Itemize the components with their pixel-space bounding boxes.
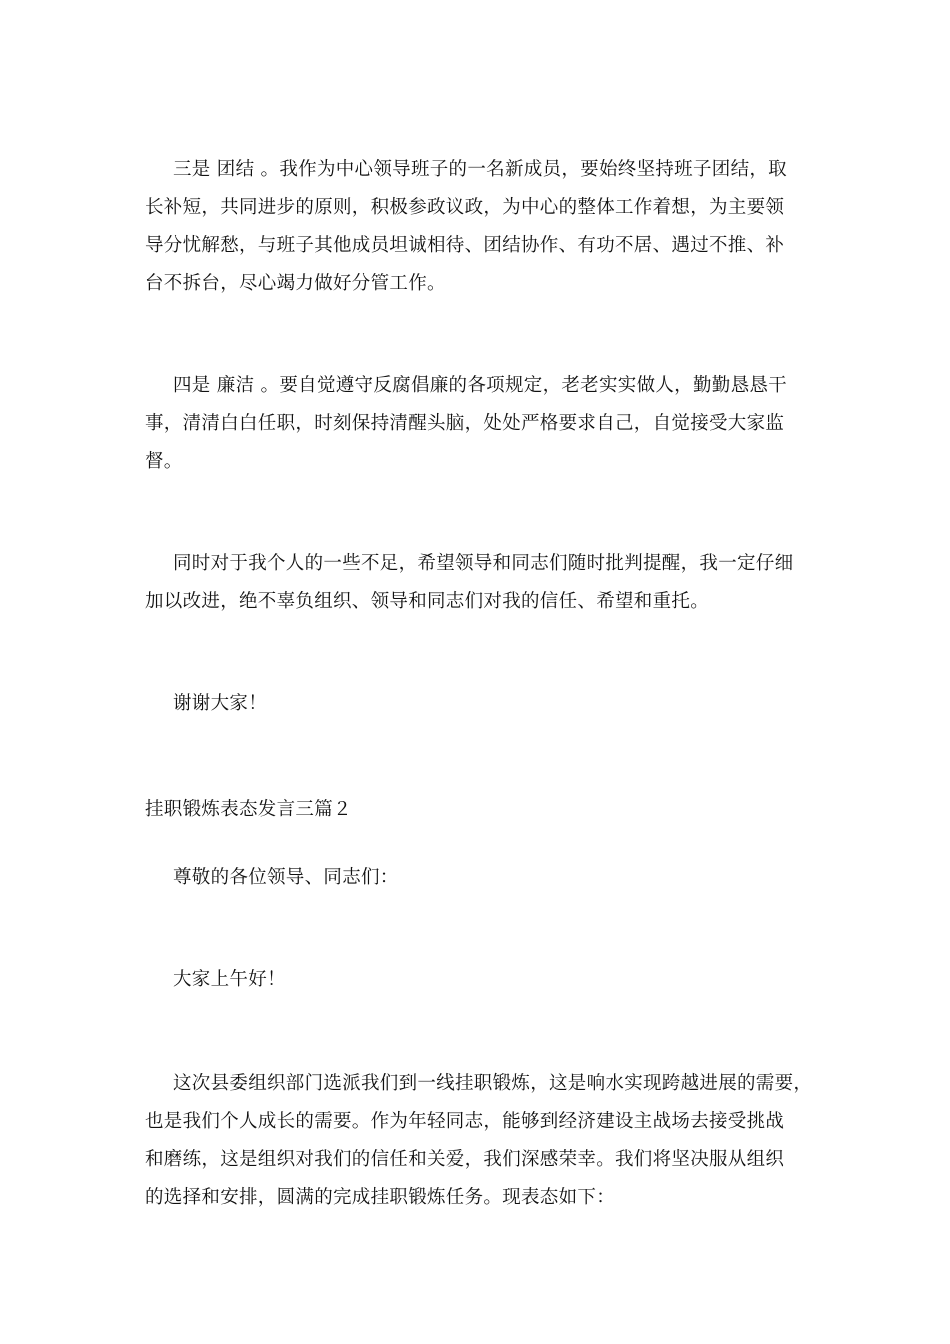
paragraph-shortcomings-line: 同时对于我个人的一些不足，希望领导和同志们随时批判提醒，我一定仔细	[173, 553, 794, 574]
paragraph-intro-line: 的选择和安排，圆满的完成挂职锻炼任务。现表态如下：	[145, 1187, 616, 1208]
paragraph-integrity-line: 事，清清白白任职，时刻保持清醒头脑，处处严格要求自己，自觉接受大家监	[145, 413, 785, 434]
paragraph-intro-line: 这次县委组织部门选派我们到一线挂职锻炼，这是响水实现跨越进展的需要，	[173, 1073, 813, 1094]
section-heading: 挂职锻炼表态发言三篇２	[145, 799, 352, 820]
paragraph-intro-line: 和磨练，这是组织对我们的信任和关爱，我们深感荣幸。我们将坚决服从组织	[145, 1149, 785, 1170]
paragraph-unity-line: 三是 团结 。我作为中心领导班子的一名新成员，要始终坚持班子团结，取	[173, 159, 787, 180]
thanks-text: 谢谢大家！	[173, 693, 268, 714]
paragraph-integrity-line: 督。	[145, 451, 183, 472]
paragraph-intro-line: 也是我们个人成长的需要。作为年轻同志，能够到经济建设主战场去接受挑战	[145, 1111, 785, 1132]
paragraph-unity-line: 台不拆台，尽心竭力做好分管工作。	[145, 273, 446, 294]
paragraph-unity-line: 导分忧解愁，与班子其他成员坦诚相待、团结协作、有功不居、遇过不推、补	[145, 235, 785, 256]
paragraph-unity-line: 长补短，共同进步的原则，积极参政议政，为中心的整体工作着想，为主要领	[145, 197, 785, 218]
greeting-text: 大家上午好！	[173, 969, 286, 990]
paragraph-integrity-line: 四是 廉洁 。要自觉遵守反腐倡廉的各项规定，老老实实做人，勤勤恳恳干	[173, 375, 787, 396]
salutation-text: 尊敬的各位领导、同志们：	[173, 867, 399, 888]
paragraph-shortcomings-line: 加以改进，绝不辜负组织、领导和同志们对我的信任、希望和重托。	[145, 591, 710, 612]
